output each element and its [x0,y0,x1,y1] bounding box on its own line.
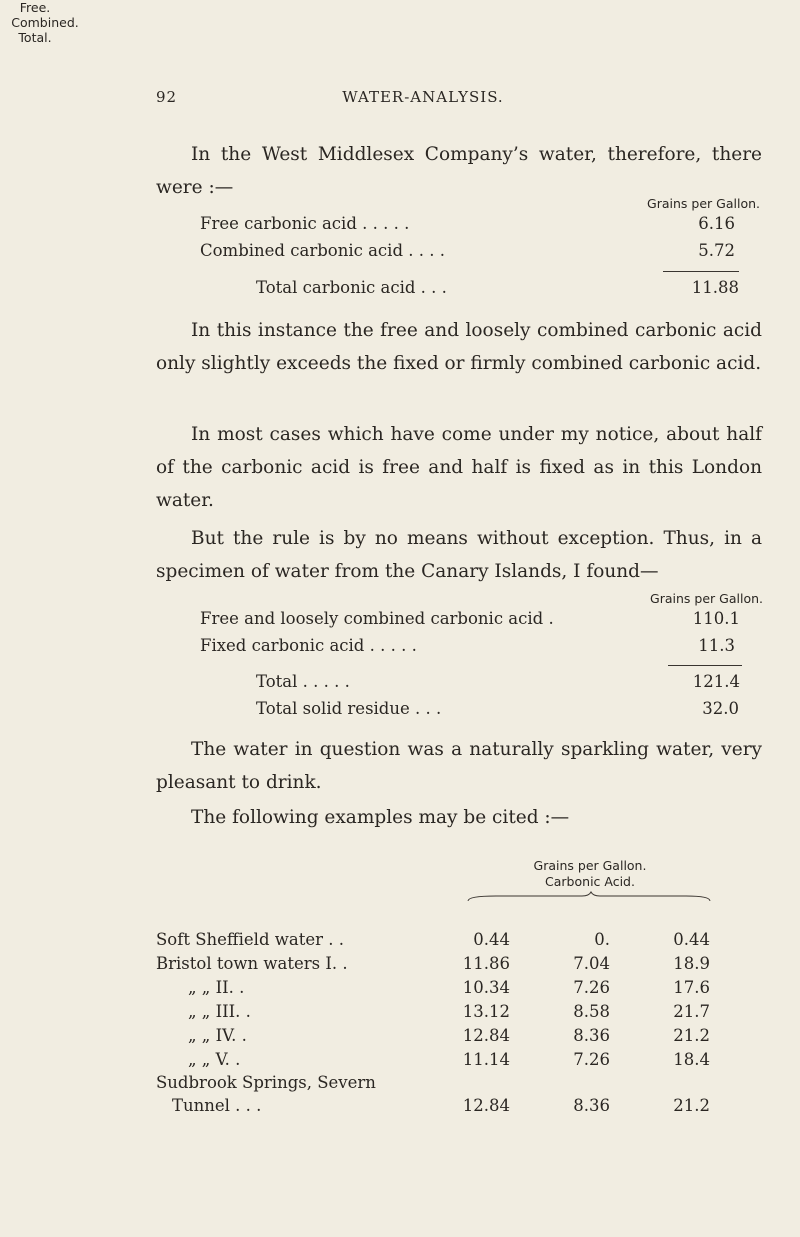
page-header [156,88,690,112]
sum-rule [668,665,742,666]
table1-row-value: 6.16 [698,214,735,233]
table3-cell-free: 13.12 [462,1002,510,1021]
table2-total-label: Total . . . . . [256,672,350,691]
table3-cell-total: 21.2 [673,1096,710,1115]
table1-total-value: 11.88 [691,278,739,297]
column-header-total: Total. [18,30,52,45]
table3-cell-combined: 0. [594,930,610,949]
running-title: WATER-ANALYSIS. [342,88,504,106]
table3-cell-free: 0.44 [473,930,510,949]
paragraph-2: In this instance the free and loosely combined carbonic acid only slightly exceeds the fixed or firmly combined carbonic acid. [156,320,762,374]
paragraph-3: In most cases which have come under my notice, about half of the carbonic acid is free and half is fixed as in this London water. [156,424,762,511]
table3-cell-free: 10.34 [462,978,510,997]
column-brace [466,891,712,903]
sum-rule [663,271,739,272]
table3-last-label-line2: Tunnel . . . [172,1096,262,1115]
table1-total-label: Total carbonic acid . . . [256,278,447,297]
table2-unit: Grains per Gallon. [650,591,763,606]
table3-cell-free: 12.84 [462,1096,510,1115]
paragraph-6: The following examples may be cited :— [191,807,570,828]
table2-row-label: Free and loosely combined carbonic acid . [200,609,554,628]
paragraph-5: The water in question was a naturally sparkling water, very pleasant to drink. [156,739,762,793]
table2-total-value: 121.4 [692,672,740,691]
column-header-free: Free. [19,0,51,15]
table2-total-value: 32.0 [702,699,739,718]
table3-cell-free: 11.14 [462,1050,510,1069]
table3-cell-total: 0.44 [673,930,710,949]
table1-unit: Grains per Gallon. [647,196,760,211]
page-number: 92 [156,88,178,106]
table3-cell-combined: 8.36 [573,1026,610,1045]
table3-cell-combined: 7.26 [573,1050,610,1069]
table3-cell-total: 18.9 [673,954,710,973]
table1-row-value: 5.72 [698,241,735,260]
table3-cell-combined: 8.58 [573,1002,610,1021]
table3-row-label: „ „ IV. . [188,1026,247,1045]
table3-row-label: „ „ V. . [188,1050,241,1069]
table3-cell-free: 11.86 [462,954,510,973]
table3-last-label-line1: Sudbrook Springs, Severn [156,1073,376,1092]
table2-row-value: 110.1 [692,609,740,628]
table2-row-value: 11.3 [698,636,735,655]
table3-unit: Grains per Gallon. [533,858,647,873]
table3-cell-free: 12.84 [462,1026,510,1045]
table3-cell-combined: 7.26 [573,978,610,997]
column-header-combined: Combined. [11,15,79,30]
paragraph-4: But the rule is by no means without exception. Thus, in a specimen of water from the Canary Islands, I found— [156,528,762,582]
table3-row-label: „ „ II. . [188,978,245,997]
table1-row-label: Free carbonic acid . . . . . [200,214,410,233]
table1-row-label: Combined carbonic acid . . . . [200,241,445,260]
table3-row-label: Bristol town waters I. . [156,954,348,973]
table3-cell-total: 18.4 [673,1050,710,1069]
paragraph-1: In the West Middlesex Company’s water, therefore, there were :— [156,144,762,198]
table3-cell-total: 17.6 [673,978,710,997]
table3-subunit: Carbonic Acid. [545,874,635,889]
table2-total-label: Total solid residue . . . [256,699,442,718]
table3-row-label: Soft Sheffield water . . [156,930,344,949]
table3-cell-total: 21.7 [673,1002,710,1021]
table2-row-label: Fixed carbonic acid . . . . . [200,636,417,655]
table3-cell-combined: 7.04 [573,954,610,973]
table3-row-label: „ „ III. . [188,1002,251,1021]
table3-cell-combined: 8.36 [573,1096,610,1115]
table3-cell-total: 21.2 [673,1026,710,1045]
